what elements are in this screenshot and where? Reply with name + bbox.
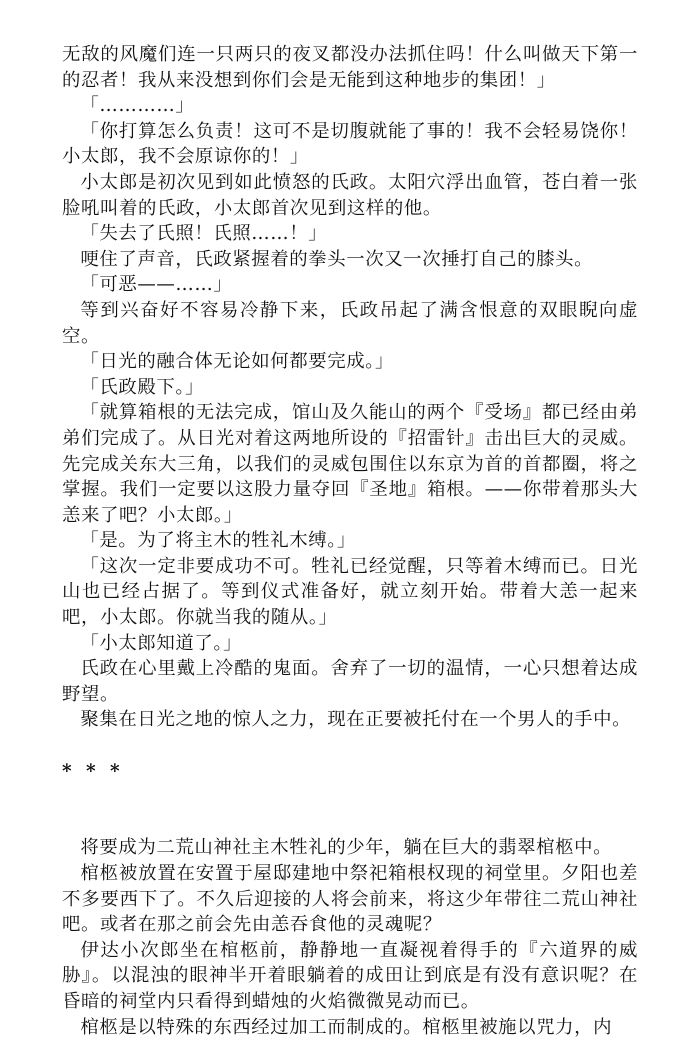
section-separator: * * * [62, 760, 124, 782]
paragraph: 「…………」 [80, 95, 195, 117]
paragraph: 「日光的融合体无论如何都要完成。」 [80, 351, 395, 373]
paragraph: 无敌的风魔们连一只两只的夜叉都没办法抓住吗！什么叫做天下第一的忍者！我从来没想到你们会是无能到这种地步的集团！」 [62, 44, 638, 91]
paragraph: 「这次一定非要成功不可。牲礼已经觉醒，只等着木缚而已。日光山也已经占据了。等到仪式准备好，就立刻开始。带着大恙一起来吧，小太郎。你就当我的随从。」 [62, 555, 638, 629]
paragraph: 等到兴奋好不容易冷静下来，氏政吊起了满含恨意的双眼睨向虚空。 [62, 299, 638, 347]
paragraph: 「可恶——……」 [80, 274, 233, 296]
paragraph: 「氏政殿下。」 [80, 376, 205, 398]
spacer [62, 810, 638, 836]
paragraph: 聚集在日光之地的惊人之力，现在正要被托付在一个男人的手中。 [80, 709, 632, 731]
paragraph: 「你打算怎么负责！这可不是切腹就能了事的！我不会轻易饶你！小太郎，我不会原谅你的！」 [62, 120, 638, 168]
paragraph: 「就算箱根的无法完成，馆山及久能山的两个『受场』都已经由弟弟们完成了。从日光对着这两地所设的『招雷针』击出巨大的灵威。先完成关东大三角，以我们的灵威包围住以东京为首的首都圈，将之掌握。我们一定要以这股力量夺回『圣地』箱根。——你带着那头大恙来了吧？小太郎。」 [62, 402, 638, 526]
body-text [62, 42, 638, 1040]
paragraph: 氏政在心里戴上冷酷的鬼面。舍弃了一切的温情，一心只想着达成野望。 [62, 658, 638, 705]
paragraph: 哽住了声音，氏政紧握着的拳头一次又一次捶打自己的膝头。 [80, 248, 594, 270]
paragraph: 「是。为了将主木的牲礼木缚。」 [80, 530, 357, 552]
paragraph: 棺柩是以特殊的东西经过加工而制成的。棺柩里被施以咒力，内 [80, 1016, 613, 1038]
spacer [62, 733, 638, 759]
paragraph: 伊达小次郎坐在棺柩前，静静地一直凝视着得手的『六道界的威胁』。以混浊的眼神半开着眼躺着的成田让到底是有没有意识呢？在昏暗的祠堂内只看得到蜡烛的火焰微微晃动而已。 [62, 939, 638, 1012]
spacer [62, 784, 638, 810]
paragraph: 「小太郎知道了。」 [80, 632, 243, 654]
paragraph: 将要成为二荒山神社主木牲礼的少年，躺在巨大的翡翠棺柩中。 [80, 837, 613, 859]
paragraph: 「失去了氏照！氏照……！」 [80, 223, 328, 245]
paragraph: 小太郎是初次见到如此愤怒的氏政。太阳穴浮出血管，苍白着一张脸吼叫着的氏政，小太郎首次见到这样的他。 [62, 171, 638, 219]
paragraph: 棺柩被放置在安置于屋邸建地中祭祀箱根权现的祠堂里。夕阳也差不多要西下了。不久后迎接的人将会前来，将这少年带往二荒山神社吧。或者在那之前会先由恙吞食他的灵魂呢？ [62, 863, 638, 936]
